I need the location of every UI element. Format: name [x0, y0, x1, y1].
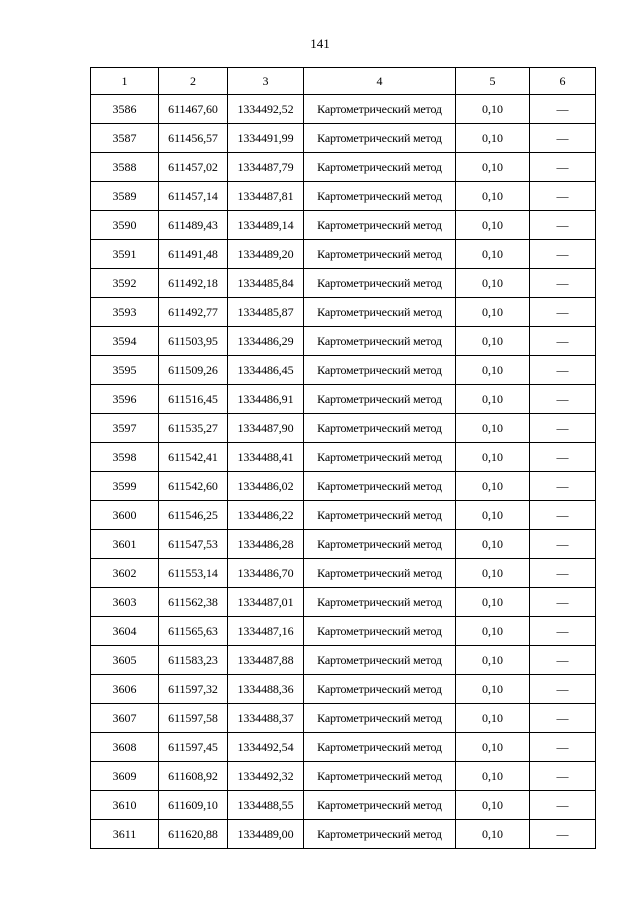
- table-row: [91, 762, 596, 791]
- accuracy-cell: 0,10: [456, 240, 530, 269]
- y-coordinate-cell: 1334489,00: [228, 820, 304, 849]
- table-row: [91, 95, 596, 124]
- accuracy-cell: 0,10: [456, 211, 530, 240]
- y-coordinate-cell: 1334487,16: [228, 617, 304, 646]
- description-cell: —: [530, 414, 596, 443]
- point-number-cell: 3587: [91, 124, 159, 153]
- x-coordinate-cell: 611583,23: [159, 646, 228, 675]
- table-body: [91, 95, 596, 849]
- accuracy-cell: 0,10: [456, 791, 530, 820]
- x-coordinate-cell: 611492,77: [159, 298, 228, 327]
- description-cell: —: [530, 356, 596, 385]
- point-number-cell: 3607: [91, 704, 159, 733]
- x-coordinate-cell: 611491,48: [159, 240, 228, 269]
- point-number-cell: 3592: [91, 269, 159, 298]
- point-number-cell: 3596: [91, 385, 159, 414]
- accuracy-cell: 0,10: [456, 733, 530, 762]
- point-number-cell: 3586: [91, 95, 159, 124]
- table-row: [91, 124, 596, 153]
- method-cell: Картометрический метод: [304, 704, 456, 733]
- method-cell: Картометрический метод: [304, 298, 456, 327]
- table-row: [91, 646, 596, 675]
- method-cell: Картометрический метод: [304, 530, 456, 559]
- table-row: [91, 501, 596, 530]
- point-number-cell: 3601: [91, 530, 159, 559]
- point-number-cell: 3608: [91, 733, 159, 762]
- x-coordinate-cell: 611467,60: [159, 95, 228, 124]
- x-coordinate-cell: 611516,45: [159, 385, 228, 414]
- table-row: [91, 240, 596, 269]
- point-number-cell: 3590: [91, 211, 159, 240]
- x-coordinate-cell: 611542,41: [159, 443, 228, 472]
- y-coordinate-cell: 1334491,99: [228, 124, 304, 153]
- point-number-cell: 3588: [91, 153, 159, 182]
- x-coordinate-cell: 611597,32: [159, 675, 228, 704]
- y-coordinate-cell: 1334485,84: [228, 269, 304, 298]
- accuracy-cell: 0,10: [456, 762, 530, 791]
- accuracy-cell: 0,10: [456, 95, 530, 124]
- table-row: [91, 617, 596, 646]
- y-coordinate-cell: 1334492,32: [228, 762, 304, 791]
- y-coordinate-cell: 1334486,29: [228, 327, 304, 356]
- point-number-cell: 3603: [91, 588, 159, 617]
- accuracy-cell: 0,10: [456, 646, 530, 675]
- accuracy-cell: 0,10: [456, 704, 530, 733]
- description-cell: —: [530, 124, 596, 153]
- description-cell: —: [530, 617, 596, 646]
- x-coordinate-cell: 611597,45: [159, 733, 228, 762]
- accuracy-cell: 0,10: [456, 414, 530, 443]
- point-number-cell: 3589: [91, 182, 159, 211]
- y-coordinate-cell: 1334486,22: [228, 501, 304, 530]
- x-coordinate-cell: 611553,14: [159, 559, 228, 588]
- column-header: 5: [456, 68, 530, 95]
- method-cell: Картометрический метод: [304, 414, 456, 443]
- coordinates-table: [90, 67, 596, 849]
- y-coordinate-cell: 1334489,14: [228, 211, 304, 240]
- accuracy-cell: 0,10: [456, 588, 530, 617]
- column-header: 4: [304, 68, 456, 95]
- y-coordinate-cell: 1334486,91: [228, 385, 304, 414]
- table-row: [91, 675, 596, 704]
- table-row: [91, 298, 596, 327]
- point-number-cell: 3611: [91, 820, 159, 849]
- accuracy-cell: 0,10: [456, 530, 530, 559]
- table-row: [91, 588, 596, 617]
- table-row: [91, 559, 596, 588]
- description-cell: —: [530, 385, 596, 414]
- y-coordinate-cell: 1334487,01: [228, 588, 304, 617]
- description-cell: —: [530, 472, 596, 501]
- method-cell: Картометрический метод: [304, 733, 456, 762]
- accuracy-cell: 0,10: [456, 617, 530, 646]
- description-cell: —: [530, 269, 596, 298]
- point-number-cell: 3610: [91, 791, 159, 820]
- column-header: 3: [228, 68, 304, 95]
- table-row: [91, 153, 596, 182]
- description-cell: —: [530, 211, 596, 240]
- table-row: [91, 704, 596, 733]
- description-cell: —: [530, 762, 596, 791]
- method-cell: Картометрический метод: [304, 153, 456, 182]
- accuracy-cell: 0,10: [456, 269, 530, 298]
- point-number-cell: 3604: [91, 617, 159, 646]
- point-number-cell: 3591: [91, 240, 159, 269]
- y-coordinate-cell: 1334488,55: [228, 791, 304, 820]
- method-cell: Картометрический метод: [304, 385, 456, 414]
- table-row: [91, 211, 596, 240]
- table-row: [91, 472, 596, 501]
- method-cell: Картометрический метод: [304, 327, 456, 356]
- header-row: [91, 68, 596, 95]
- x-coordinate-cell: 611562,38: [159, 588, 228, 617]
- x-coordinate-cell: 611597,58: [159, 704, 228, 733]
- description-cell: —: [530, 646, 596, 675]
- point-number-cell: 3594: [91, 327, 159, 356]
- y-coordinate-cell: 1334485,87: [228, 298, 304, 327]
- column-header: 1: [91, 68, 159, 95]
- point-number-cell: 3605: [91, 646, 159, 675]
- y-coordinate-cell: 1334487,90: [228, 414, 304, 443]
- point-number-cell: 3600: [91, 501, 159, 530]
- x-coordinate-cell: 611509,26: [159, 356, 228, 385]
- accuracy-cell: 0,10: [456, 298, 530, 327]
- accuracy-cell: 0,10: [456, 153, 530, 182]
- x-coordinate-cell: 611457,14: [159, 182, 228, 211]
- method-cell: Картометрический метод: [304, 356, 456, 385]
- method-cell: Картометрический метод: [304, 269, 456, 298]
- y-coordinate-cell: 1334486,02: [228, 472, 304, 501]
- description-cell: —: [530, 327, 596, 356]
- point-number-cell: 3599: [91, 472, 159, 501]
- point-number-cell: 3597: [91, 414, 159, 443]
- x-coordinate-cell: 611489,43: [159, 211, 228, 240]
- method-cell: Картометрический метод: [304, 182, 456, 211]
- method-cell: Картометрический метод: [304, 675, 456, 704]
- description-cell: —: [530, 791, 596, 820]
- y-coordinate-cell: 1334486,28: [228, 530, 304, 559]
- description-cell: —: [530, 733, 596, 762]
- point-number-cell: 3606: [91, 675, 159, 704]
- x-coordinate-cell: 611503,95: [159, 327, 228, 356]
- table-header: [91, 68, 596, 95]
- description-cell: —: [530, 559, 596, 588]
- table-row: [91, 733, 596, 762]
- method-cell: Картометрический метод: [304, 617, 456, 646]
- table-row: [91, 327, 596, 356]
- description-cell: —: [530, 530, 596, 559]
- x-coordinate-cell: 611457,02: [159, 153, 228, 182]
- y-coordinate-cell: 1334487,79: [228, 153, 304, 182]
- table-row: [91, 269, 596, 298]
- column-header: 2: [159, 68, 228, 95]
- x-coordinate-cell: 611546,25: [159, 501, 228, 530]
- description-cell: —: [530, 182, 596, 211]
- table-row: [91, 356, 596, 385]
- x-coordinate-cell: 611535,27: [159, 414, 228, 443]
- description-cell: —: [530, 501, 596, 530]
- description-cell: —: [530, 588, 596, 617]
- point-number-cell: 3609: [91, 762, 159, 791]
- method-cell: Картометрический метод: [304, 820, 456, 849]
- x-coordinate-cell: 611547,53: [159, 530, 228, 559]
- method-cell: Картометрический метод: [304, 646, 456, 675]
- method-cell: Картометрический метод: [304, 472, 456, 501]
- description-cell: —: [530, 443, 596, 472]
- accuracy-cell: 0,10: [456, 182, 530, 211]
- accuracy-cell: 0,10: [456, 472, 530, 501]
- point-number-cell: 3593: [91, 298, 159, 327]
- method-cell: Картометрический метод: [304, 588, 456, 617]
- x-coordinate-cell: 611609,10: [159, 791, 228, 820]
- point-number-cell: 3598: [91, 443, 159, 472]
- method-cell: Картометрический метод: [304, 211, 456, 240]
- method-cell: Картометрический метод: [304, 559, 456, 588]
- accuracy-cell: 0,10: [456, 356, 530, 385]
- method-cell: Картометрический метод: [304, 124, 456, 153]
- y-coordinate-cell: 1334487,88: [228, 646, 304, 675]
- y-coordinate-cell: 1334489,20: [228, 240, 304, 269]
- x-coordinate-cell: 611492,18: [159, 269, 228, 298]
- description-cell: —: [530, 153, 596, 182]
- accuracy-cell: 0,10: [456, 443, 530, 472]
- y-coordinate-cell: 1334492,54: [228, 733, 304, 762]
- accuracy-cell: 0,10: [456, 675, 530, 704]
- accuracy-cell: 0,10: [456, 820, 530, 849]
- table-row: [91, 414, 596, 443]
- y-coordinate-cell: 1334492,52: [228, 95, 304, 124]
- method-cell: Картометрический метод: [304, 791, 456, 820]
- accuracy-cell: 0,10: [456, 124, 530, 153]
- description-cell: —: [530, 704, 596, 733]
- page-number: 141: [310, 36, 330, 51]
- method-cell: Картометрический метод: [304, 762, 456, 791]
- accuracy-cell: 0,10: [456, 501, 530, 530]
- method-cell: Картометрический метод: [304, 240, 456, 269]
- x-coordinate-cell: 611620,88: [159, 820, 228, 849]
- point-number-cell: 3602: [91, 559, 159, 588]
- column-header: 6: [530, 68, 596, 95]
- accuracy-cell: 0,10: [456, 559, 530, 588]
- y-coordinate-cell: 1334486,45: [228, 356, 304, 385]
- y-coordinate-cell: 1334488,37: [228, 704, 304, 733]
- description-cell: —: [530, 298, 596, 327]
- x-coordinate-cell: 611565,63: [159, 617, 228, 646]
- table-row: [91, 182, 596, 211]
- table-row: [91, 791, 596, 820]
- method-cell: Картометрический метод: [304, 95, 456, 124]
- y-coordinate-cell: 1334488,36: [228, 675, 304, 704]
- method-cell: Картометрический метод: [304, 443, 456, 472]
- x-coordinate-cell: 611456,57: [159, 124, 228, 153]
- accuracy-cell: 0,10: [456, 385, 530, 414]
- table-row: [91, 530, 596, 559]
- table-row: [91, 820, 596, 849]
- description-cell: —: [530, 95, 596, 124]
- x-coordinate-cell: 611608,92: [159, 762, 228, 791]
- x-coordinate-cell: 611542,60: [159, 472, 228, 501]
- table-row: [91, 385, 596, 414]
- y-coordinate-cell: 1334488,41: [228, 443, 304, 472]
- description-cell: —: [530, 820, 596, 849]
- method-cell: Картометрический метод: [304, 501, 456, 530]
- accuracy-cell: 0,10: [456, 327, 530, 356]
- table-row: [91, 443, 596, 472]
- description-cell: —: [530, 675, 596, 704]
- point-number-cell: 3595: [91, 356, 159, 385]
- y-coordinate-cell: 1334487,81: [228, 182, 304, 211]
- y-coordinate-cell: 1334486,70: [228, 559, 304, 588]
- description-cell: —: [530, 240, 596, 269]
